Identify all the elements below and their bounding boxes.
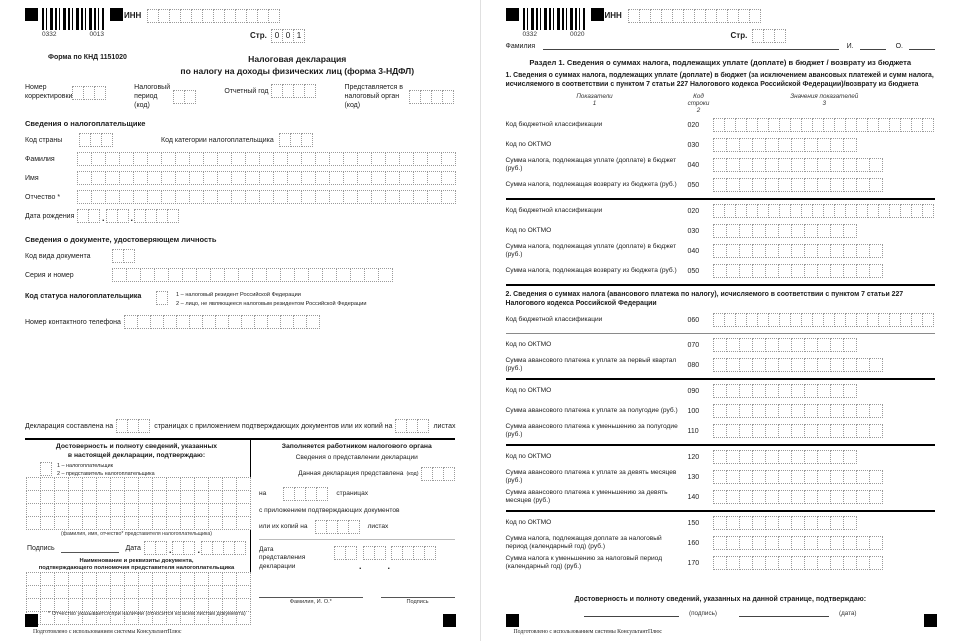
taxpayer-section-heading: Сведения о налогоплательщике xyxy=(25,119,146,129)
oktmo-field[interactable] xyxy=(714,138,857,152)
confirm-title: Достоверность и полноту сведений, указанных в настоящей декларации, подтверждаю: xyxy=(55,443,218,459)
report-year-label: Отчетный год xyxy=(224,87,269,95)
table-row-sum: Сумма авансового платежа к уплате за первый квартал (руб.) 080 xyxy=(506,357,936,374)
table-row-oktmo: Код по ОКТМО 090 xyxy=(506,383,936,400)
anchor-square xyxy=(25,8,38,21)
confirmation-right: Заполняется работником налогового органа Сведения о представлении декларации Данная декларация представлена (код) на страницах с приложением подтверждающих документов или их копий на листах Дата представления декларации . . Фамилия, И. О.* Подпись xyxy=(251,440,455,625)
page2-confirmation xyxy=(506,596,936,617)
signature-caption: (подпись) xyxy=(688,610,717,617)
official-code-field[interactable] xyxy=(422,467,455,481)
phone-field[interactable] xyxy=(125,315,320,329)
patronymic-label: Отчество * xyxy=(25,193,61,201)
anchor-square xyxy=(506,614,519,627)
sum-field[interactable] xyxy=(714,264,883,278)
inn-label: ИНН xyxy=(604,11,622,20)
consultant-footer: Подготовлено с использованием системы КонсультантПлюс xyxy=(33,629,182,635)
signature-label: Подпись xyxy=(27,544,55,552)
confirmation-block xyxy=(25,438,455,625)
report-year-field[interactable] xyxy=(272,84,316,98)
sum-field[interactable] xyxy=(714,536,883,550)
sum-field[interactable] xyxy=(714,178,883,192)
initial-i-line[interactable] xyxy=(860,40,886,50)
confirm-person-field[interactable] xyxy=(41,462,52,476)
official-date-day[interactable] xyxy=(335,546,357,560)
name-label: Имя xyxy=(25,174,39,182)
page-number-label: Стр. xyxy=(250,31,267,40)
divider xyxy=(506,198,936,200)
official-sign-caption[interactable]: Подпись xyxy=(381,597,455,605)
official-date-month[interactable] xyxy=(364,546,386,560)
name-row xyxy=(25,171,455,185)
table-row-sum: Сумма авансового платежа к уплате за полугодие (руб.) 100 xyxy=(506,403,936,420)
birthdate-label: Дата рождения xyxy=(25,212,75,220)
official-pages-field[interactable] xyxy=(284,487,328,501)
form-title: Налоговая декларация по налогу на доходы физических лиц (форма 3-НДФЛ) xyxy=(180,54,415,77)
status-field[interactable] xyxy=(157,291,168,305)
table-row-sum: Сумма налога, подлежащая возврату из бюджета (руб.) 050 xyxy=(506,263,936,280)
official-date-year[interactable] xyxy=(392,546,436,560)
form-code: Форма по КНД 1151020 xyxy=(48,54,127,61)
barcode-digits: 0332 0013 xyxy=(42,31,104,38)
sum-field[interactable] xyxy=(714,424,883,438)
table-head: Показатели 1 Код строки 2 Значения показателей 3 xyxy=(576,92,859,114)
phone-label: Номер контактного телефона xyxy=(25,318,121,326)
pages-count-field[interactable] xyxy=(117,419,150,433)
kbk-field[interactable] xyxy=(714,313,934,327)
divider xyxy=(506,444,936,446)
anchor-square xyxy=(443,614,456,627)
table-row-sum: Сумма налога, подлежащая уплате (доплате) в бюджет (руб.) 040 xyxy=(506,243,936,260)
anchor-square xyxy=(110,8,123,21)
kbk-field[interactable] xyxy=(714,204,934,218)
representative-fio-field[interactable] xyxy=(27,477,246,530)
confirm-options: 1 – налогоплательщик 2 – представитель налогоплательщика xyxy=(57,463,155,478)
divider xyxy=(506,378,936,380)
inn-field[interactable] xyxy=(629,9,761,23)
document-section-heading: Сведения о документе, удостоверяющем личность xyxy=(25,235,217,245)
table-row-kbk: Код бюджетной классификации 020 xyxy=(506,117,936,134)
section1-sub1: 1. Сведения о суммах налога, подлежащих уплате (доплате) в бюджет (за исключением авансовых платежей и сумм налога, исчисляемого в соответствии с пунктом 7 статьи 227 Налогового кодекса Российской Федерации)/возврату из бюджета xyxy=(505,72,934,88)
table-row-sum: Сумма авансового платежа к уменьшению за девять месяцев (руб.) 140 xyxy=(506,489,936,506)
signature-line[interactable] xyxy=(61,543,120,553)
divider-thin xyxy=(506,333,936,334)
country-field[interactable] xyxy=(80,133,113,147)
oktmo-field[interactable] xyxy=(714,516,857,530)
confirmation-left: Достоверность и полноту сведений, указанных в настоящей декларации, подтверждаю: 1 – налогоплательщик 2 – представитель налогоплательщика (фамилия, имя, отчество* представителя налогоплательщика) Подпись Дата . . Наименование и реквизиты документа, подтверждающего полномочия представителя налогоплательщика xyxy=(25,440,251,625)
patronymic-footnote: * Отчество указывается при наличии (относится ко всем листам документа) xyxy=(48,611,246,617)
category-field[interactable] xyxy=(280,133,313,147)
anchor-square xyxy=(506,8,519,21)
oktmo-field[interactable] xyxy=(714,384,857,398)
docnum-field[interactable] xyxy=(113,268,393,282)
status-label: Код статуса налогоплательщика xyxy=(25,291,142,301)
status-row xyxy=(25,291,455,308)
patronymic-field[interactable] xyxy=(78,190,456,204)
correction-field[interactable] xyxy=(73,86,106,100)
fio-caption: (фамилия, имя, отчество* представителя налогоплательщика) xyxy=(60,531,213,538)
docnum-label: Серия и номер xyxy=(25,271,74,279)
table-row-kbk: Код бюджетной классификации 060 xyxy=(506,312,936,329)
birthdate-year[interactable] xyxy=(135,209,179,223)
sum-field[interactable] xyxy=(714,244,883,258)
barcode-digits: 0332 0020 xyxy=(522,31,585,38)
table-row-kbk: Код бюджетной классификации 020 xyxy=(506,203,936,220)
authority-label: Представляется в налоговый орган (код) xyxy=(344,84,403,109)
kbk-field[interactable] xyxy=(714,118,934,132)
tax-period-label: Налоговый период (код) xyxy=(134,84,171,109)
official-sheets-field[interactable] xyxy=(316,520,360,534)
official-title: Заполняется работником налогового органа xyxy=(281,443,432,451)
divider xyxy=(506,284,936,286)
sum-field[interactable] xyxy=(714,556,883,570)
page-number-label: Стр. xyxy=(730,31,748,40)
country-label: Код страны xyxy=(25,136,63,144)
doctype-field[interactable] xyxy=(113,249,135,263)
surname-row xyxy=(25,152,455,166)
consultant-footer: Подготовлено с использованием системы КонсультантПлюс xyxy=(513,629,662,635)
doctype-row xyxy=(25,249,455,263)
name-field[interactable] xyxy=(78,171,456,185)
birthdate-day[interactable] xyxy=(78,209,100,223)
official-fio-caption[interactable]: Фамилия, И. О.* xyxy=(259,597,363,605)
docnum-row xyxy=(25,268,455,282)
surname-field[interactable] xyxy=(78,152,456,166)
section2-heading: 2. Сведения о суммах налога (авансового платежа по налогу), исчисляемого в соответствии с пунктом 7 статьи 227 Налогового кодекса Российской Федерации xyxy=(505,290,904,307)
sum-field[interactable] xyxy=(714,470,883,484)
sign-date-day[interactable] xyxy=(145,541,167,555)
header-fields xyxy=(25,84,455,110)
page-2 xyxy=(480,0,960,641)
barcode xyxy=(523,8,585,30)
patronymic-row xyxy=(25,190,455,204)
category-label: Код категории налогоплательщика xyxy=(161,136,274,144)
surname-label: Фамилия xyxy=(505,43,536,50)
official-attach-line: с приложением подтверждающих документов xyxy=(259,506,400,514)
sign-date-month[interactable] xyxy=(173,541,195,555)
table-row-oktmo: Код по ОКТМО 120 xyxy=(506,449,936,466)
doctype-label: Код вида документа xyxy=(25,252,91,260)
oktmo-field[interactable] xyxy=(714,338,857,352)
inn-label: ИНН xyxy=(124,11,142,20)
table-row-sum: Сумма авансового платежа к уплате за девять месяцев (руб.) 130 xyxy=(506,469,936,486)
signature-line[interactable] xyxy=(584,607,679,617)
official-subtitle: Сведения о представлении декларации xyxy=(295,453,418,461)
sheets-count-field[interactable] xyxy=(396,419,429,433)
page-number-field: 0 0 1 xyxy=(272,29,305,43)
initial-o-line[interactable] xyxy=(909,40,935,50)
initial-i-label: И. xyxy=(846,43,854,50)
inn-field[interactable] xyxy=(148,9,280,23)
correction-label: Номер корректировки xyxy=(25,84,73,100)
table-row-oktmo: Код по ОКТМО 030 xyxy=(506,223,936,240)
oktmo-field[interactable] xyxy=(714,450,857,464)
table-row-oktmo: Код по ОКТМО 070 xyxy=(506,337,936,354)
authority-doc-title: Наименование и реквизиты документа, подтверждающего полномочия представителя налогоплательщика xyxy=(38,558,235,572)
table-row-sum: Сумма налога, подлежащая доплате за налоговый период (календарный год) (руб.) 160 xyxy=(506,535,936,552)
surname-line[interactable] xyxy=(543,40,838,50)
pages-count-row: Декларация составлена на страницах с приложением подтверждающих документов или их копий на листах xyxy=(25,419,455,433)
birthdate-month[interactable] xyxy=(107,209,129,223)
initial-o-label: О. xyxy=(895,43,903,50)
table-row-oktmo: Код по ОКТМО 150 xyxy=(506,515,936,532)
section1-title: Раздел 1. Сведения о суммах налога, подлежащих уплате (доплате) в бюджет / возврату из бюджета xyxy=(529,58,912,67)
table-row-oktmo: Код по ОКТМО 030 xyxy=(506,137,936,154)
phone-row xyxy=(25,315,455,329)
date-line[interactable] xyxy=(739,607,829,617)
sum-field[interactable] xyxy=(714,358,883,372)
table-row-sum: Сумма налога к уменьшению за налоговый период (календарный год) (руб.) 170 xyxy=(506,555,936,572)
status-notes: 1 – налоговый резидент Российской Федерации 2 – лицо, не являющееся налоговым резидентом Российской Федерации xyxy=(176,292,367,307)
table-row-sum: Сумма авансового платежа к уменьшению за полугодие (руб.) 110 xyxy=(506,423,936,440)
surname-initials-row xyxy=(506,40,936,50)
sign-date-year[interactable] xyxy=(202,541,246,555)
page2-confirm-title: Достоверность и полноту сведений, указанных на данной странице, подтверждаю: xyxy=(574,596,867,603)
authority-field[interactable] xyxy=(410,90,454,104)
date-label: Дата xyxy=(125,544,141,552)
barcode xyxy=(42,8,104,30)
anchor-square xyxy=(591,8,604,21)
birthdate-row: Дата рождения . . xyxy=(25,209,455,223)
tax-period-field[interactable] xyxy=(174,90,196,104)
sum-field[interactable] xyxy=(714,490,883,504)
divider xyxy=(506,510,936,512)
country-row xyxy=(25,133,455,147)
oktmo-field[interactable] xyxy=(714,224,857,238)
table-row-sum: Сумма налога, подлежащая уплате (доплате) в бюджет (руб.) 040 xyxy=(506,157,936,174)
sum-field[interactable] xyxy=(714,158,883,172)
table-row-sum: Сумма налога, подлежащая возврату из бюджета (руб.) 050 xyxy=(506,177,936,194)
anchor-square xyxy=(25,614,38,627)
date-caption: (дата) xyxy=(838,610,857,617)
surname-label: Фамилия xyxy=(25,155,55,163)
sum-field[interactable] xyxy=(714,404,883,418)
anchor-square xyxy=(924,614,937,627)
